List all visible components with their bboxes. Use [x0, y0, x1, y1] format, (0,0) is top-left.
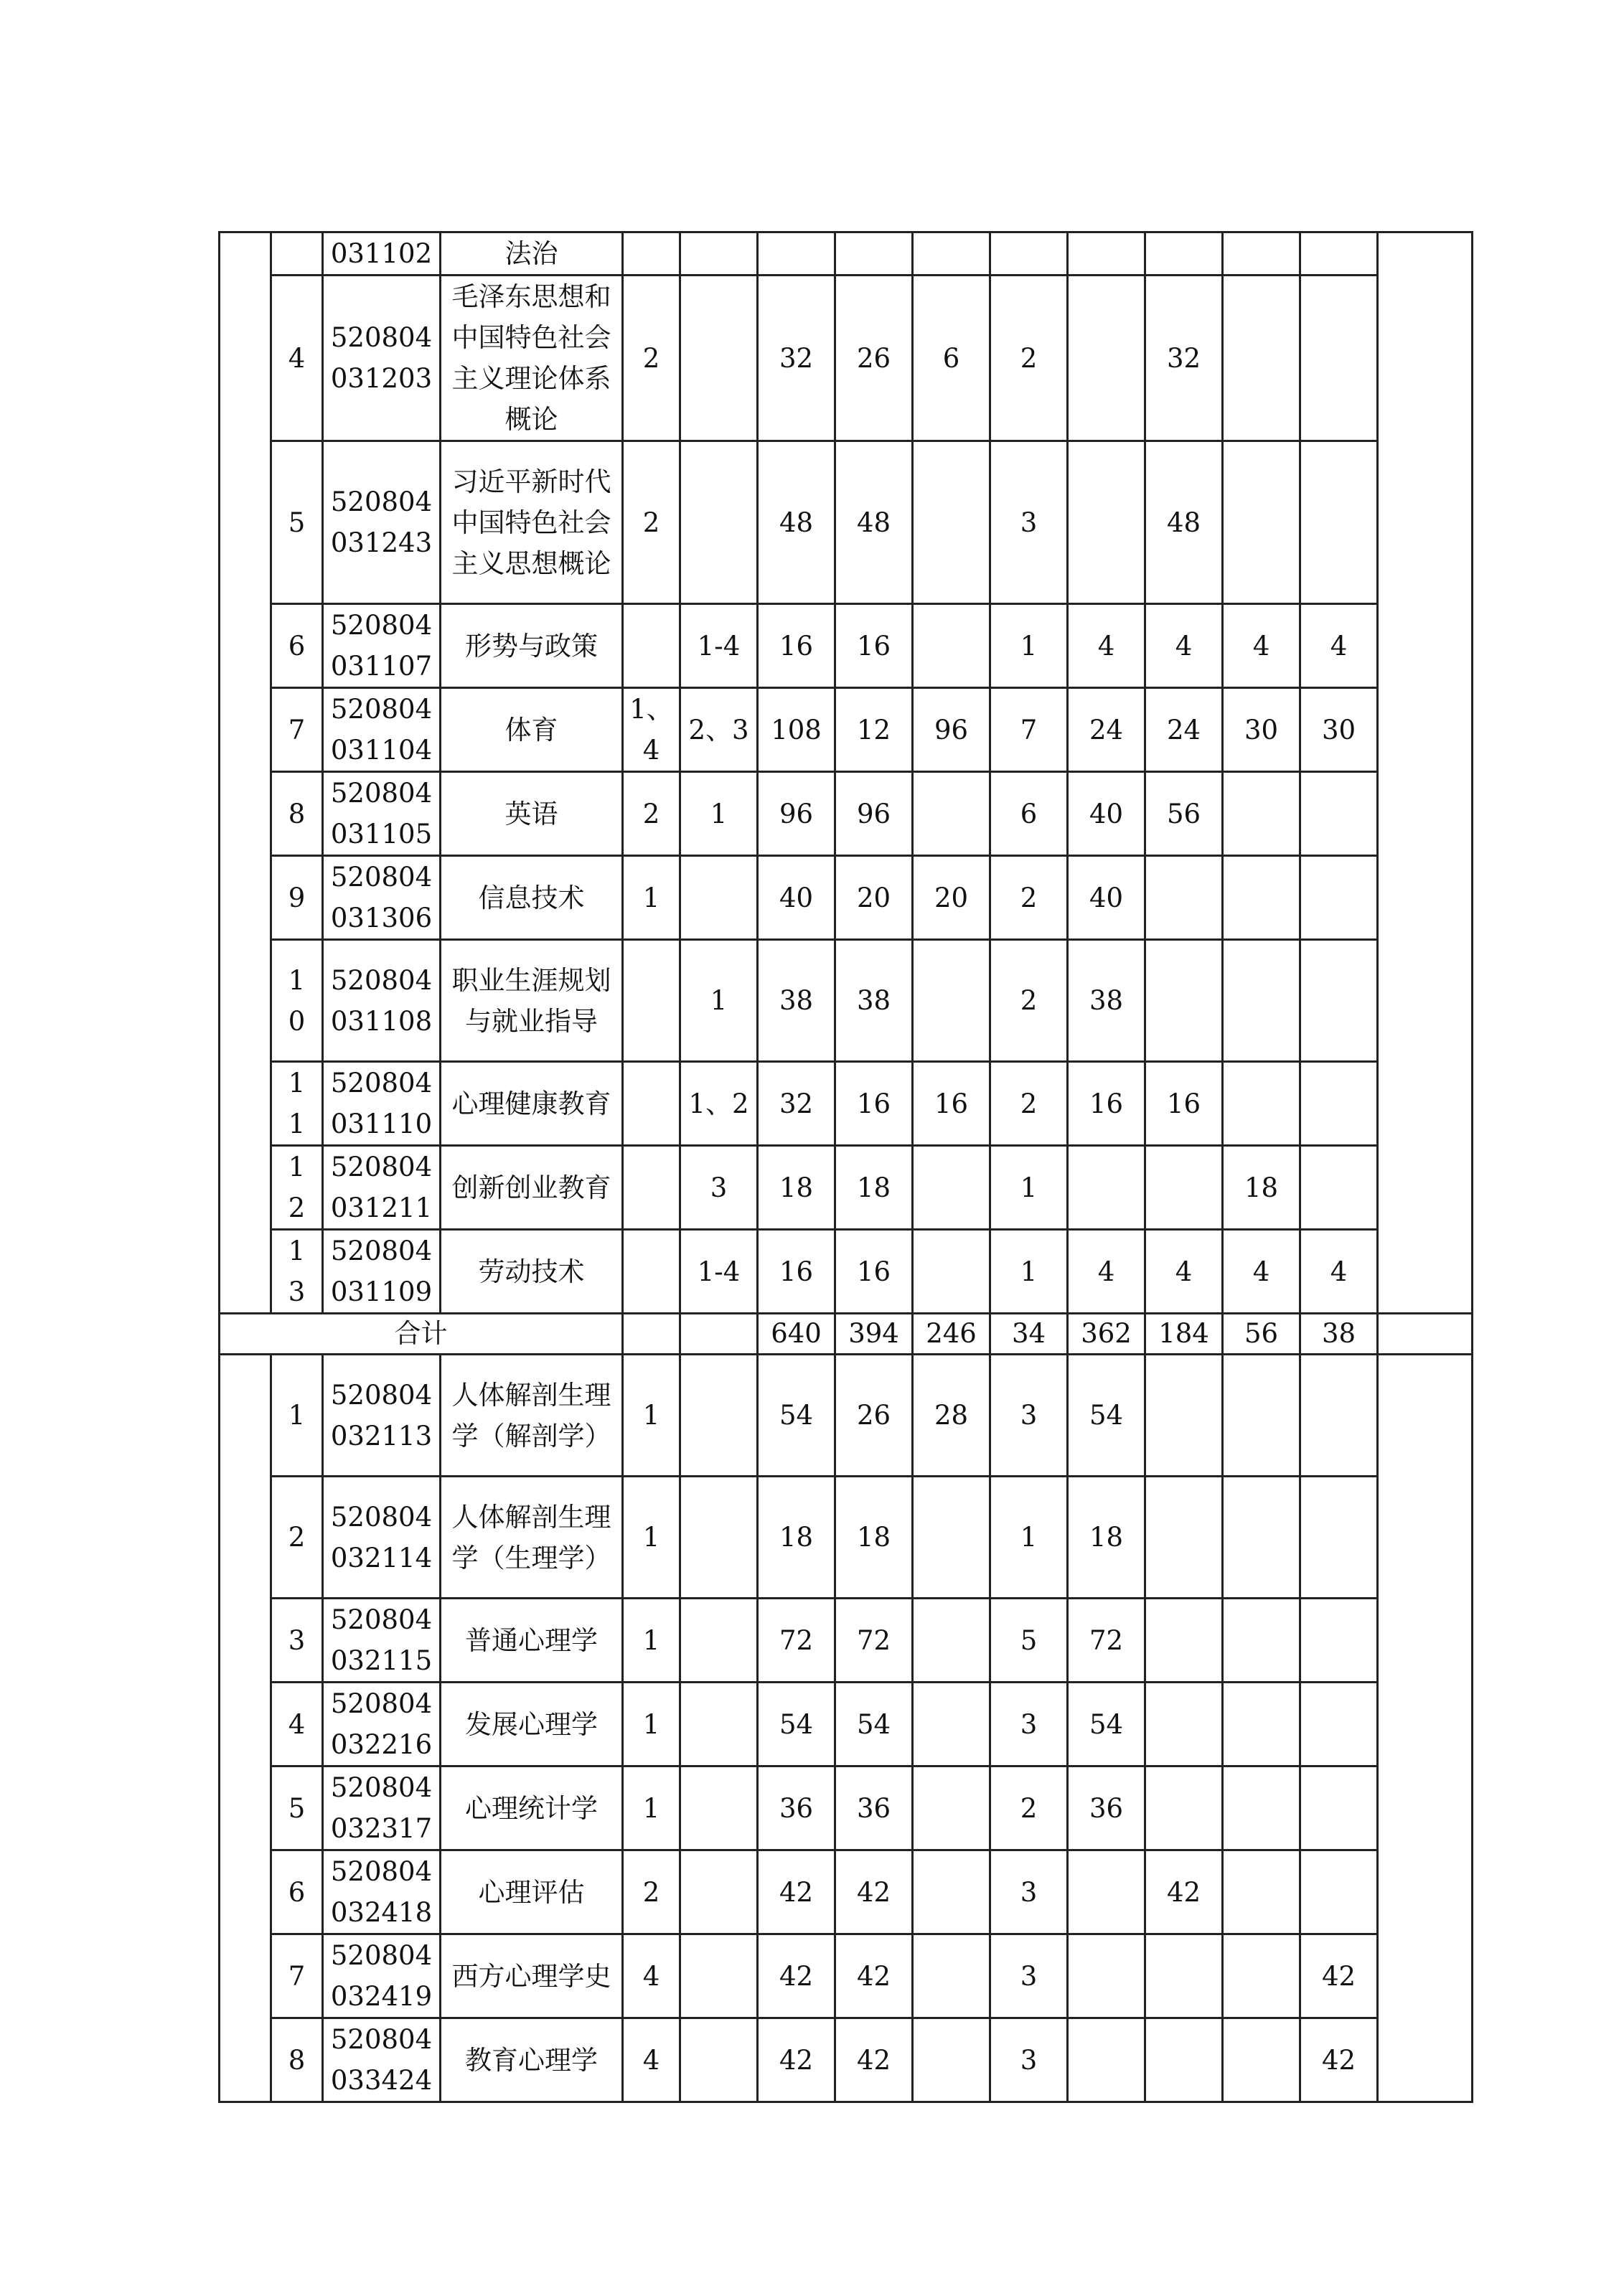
course-code-cell: 520804 031203 — [323, 276, 441, 441]
table-row — [220, 441, 1473, 604]
practice-hours-cell — [913, 604, 990, 688]
course-name-cell: 体育 — [441, 688, 623, 772]
practice-hours-cell — [913, 1146, 990, 1230]
semester-2-hours-cell: 42 — [1145, 1850, 1223, 1934]
course-name-cell: 习近平新时代中国特色社会主义思想概论 — [441, 441, 623, 604]
table-row — [220, 1230, 1473, 1314]
course-name-cell: 劳动技术 — [441, 1230, 623, 1314]
semester-3-hours-cell: 18 — [1223, 1146, 1300, 1230]
course-code-cell: 520804 031109 — [323, 1230, 441, 1314]
semester-2-hours-cell: 56 — [1145, 772, 1223, 856]
semester-4-hours-cell — [1300, 441, 1378, 604]
total-hours-cell: 32 — [758, 276, 835, 441]
credit-cell: 2 — [990, 1062, 1068, 1146]
check-semester-cell — [680, 1850, 758, 1934]
course-code-cell: 031102 — [323, 232, 441, 276]
theory-hours-cell: 16 — [835, 1230, 913, 1314]
semester-1-hours-cell — [1068, 441, 1145, 604]
semester-2-hours-cell — [1145, 1934, 1223, 2018]
course-code-cell: 520804 031108 — [323, 940, 441, 1062]
check-semester-cell — [680, 856, 758, 940]
exam-semester-cell: 4 — [623, 2018, 680, 2102]
table-row — [220, 2018, 1473, 2102]
course-code-cell: 520804 032418 — [323, 1850, 441, 1934]
semester-3-hours-cell — [1223, 1355, 1300, 1477]
professional-course-category-cell — [220, 1355, 271, 2102]
theory-hours-cell — [835, 232, 913, 276]
practice-hours-cell — [913, 1683, 990, 1766]
exam-semester-cell — [623, 604, 680, 688]
course-code-cell: 520804 032419 — [323, 1934, 441, 2018]
credit-cell: 5 — [990, 1599, 1068, 1683]
theory-hours-cell: 72 — [835, 1599, 913, 1683]
table-row — [220, 1599, 1473, 1683]
table-row — [220, 940, 1473, 1062]
semester-3-hours-cell — [1223, 1683, 1300, 1766]
semester-4-hours-cell: 4 — [1300, 1230, 1378, 1314]
credit-cell: 3 — [990, 1934, 1068, 2018]
total-practice-hours-cell: 246 — [913, 1314, 990, 1355]
theory-hours-cell: 12 — [835, 688, 913, 772]
check-semester-cell — [680, 1599, 758, 1683]
total-hours-cell: 54 — [758, 1355, 835, 1477]
course-name-cell: 信息技术 — [441, 856, 623, 940]
theory-hours-cell: 16 — [835, 1062, 913, 1146]
total-hours-cell: 54 — [758, 1683, 835, 1766]
course-code-cell: 520804 032113 — [323, 1355, 441, 1477]
row-number-cell: 13 — [271, 1230, 323, 1314]
semester-4-hours-cell: 42 — [1300, 2018, 1378, 2102]
practice-hours-cell: 28 — [913, 1355, 990, 1477]
exam-semester-cell: 1 — [623, 1683, 680, 1766]
semester-1-hours-cell — [1068, 1934, 1145, 2018]
table-row — [220, 1477, 1473, 1599]
exam-semester-cell — [623, 1230, 680, 1314]
practice-hours-cell — [913, 1766, 990, 1850]
credit-cell: 3 — [990, 1355, 1068, 1477]
row-number-cell: 7 — [271, 688, 323, 772]
row-number-cell: 5 — [271, 1766, 323, 1850]
semester-2-hours-cell: 32 — [1145, 276, 1223, 441]
total-hours-cell — [758, 232, 835, 276]
exam-semester-cell: 1 — [623, 1477, 680, 1599]
theory-hours-cell: 18 — [835, 1146, 913, 1230]
exam-semester-cell — [623, 232, 680, 276]
professional-course-remarks-cell — [1378, 1355, 1473, 2102]
semester-2-hours-cell — [1145, 2018, 1223, 2102]
semester-1-hours-cell — [1068, 232, 1145, 276]
theory-hours-cell: 26 — [835, 276, 913, 441]
course-name-cell: 人体解剖生理学（解剖学） — [441, 1355, 623, 1477]
check-semester-cell — [680, 1934, 758, 2018]
course-code-cell: 520804 031107 — [323, 604, 441, 688]
theory-hours-cell: 42 — [835, 2018, 913, 2102]
semester-2-hours-cell — [1145, 856, 1223, 940]
exam-semester-cell: 1 — [623, 1355, 680, 1477]
total-hours-cell: 48 — [758, 441, 835, 604]
semester-3-hours-cell — [1223, 1062, 1300, 1146]
row-number-cell: 12 — [271, 1146, 323, 1230]
semester-1-hours-cell: 18 — [1068, 1477, 1145, 1599]
exam-semester-cell — [623, 1146, 680, 1230]
semester-2-hours-cell — [1145, 1599, 1223, 1683]
credit-cell: 2 — [990, 276, 1068, 441]
credit-cell: 3 — [990, 1850, 1068, 1934]
semester-3-hours-cell — [1223, 441, 1300, 604]
credit-cell: 1 — [990, 604, 1068, 688]
practice-hours-cell — [913, 2018, 990, 2102]
credit-cell: 3 — [990, 2018, 1068, 2102]
course-name-cell: 毛泽东思想和中国特色社会主义理论体系概论 — [441, 276, 623, 441]
semester-2-hours-cell: 16 — [1145, 1062, 1223, 1146]
practice-hours-cell — [913, 1477, 990, 1599]
check-semester-cell: 2、3 — [680, 688, 758, 772]
semester-4-hours-cell — [1300, 1599, 1378, 1683]
semester-1-hours-cell: 4 — [1068, 604, 1145, 688]
total-label: 合计 — [220, 1314, 623, 1355]
exam-semester-cell: 2 — [623, 441, 680, 604]
course-name-cell: 西方心理学史 — [441, 1934, 623, 2018]
total-hours-cell: 18 — [758, 1146, 835, 1230]
table-row — [220, 1062, 1473, 1146]
semester-2-hours-cell: 4 — [1145, 604, 1223, 688]
semester-1-hours-cell: 40 — [1068, 772, 1145, 856]
total-hours-cell: 42 — [758, 1934, 835, 2018]
table-row — [220, 276, 1473, 441]
total-hours-cell: 108 — [758, 688, 835, 772]
total-remarks-cell — [1378, 1314, 1473, 1355]
check-semester-cell: 1-4 — [680, 1230, 758, 1314]
row-number-cell: 8 — [271, 2018, 323, 2102]
semester-4-hours-cell — [1300, 940, 1378, 1062]
check-semester-cell: 3 — [680, 1146, 758, 1230]
exam-semester-cell: 1 — [623, 1766, 680, 1850]
row-number-cell: 6 — [271, 1850, 323, 1934]
total-semester-3-hours-cell: 56 — [1223, 1314, 1300, 1355]
row-number-cell: 8 — [271, 772, 323, 856]
credit-cell: 2 — [990, 940, 1068, 1062]
practice-hours-cell — [913, 232, 990, 276]
total-hours-cell: 42 — [758, 1850, 835, 1934]
check-semester-cell: 1-4 — [680, 604, 758, 688]
semester-4-hours-cell: 30 — [1300, 688, 1378, 772]
table-row — [220, 1146, 1473, 1230]
total-hours-cell: 18 — [758, 1477, 835, 1599]
semester-4-hours-cell: 4 — [1300, 604, 1378, 688]
semester-2-hours-cell — [1145, 940, 1223, 1062]
theory-hours-cell: 26 — [835, 1355, 913, 1477]
table-row — [220, 1934, 1473, 2018]
semester-1-hours-cell: 38 — [1068, 940, 1145, 1062]
row-number-cell: 4 — [271, 1683, 323, 1766]
semester-1-hours-cell: 54 — [1068, 1355, 1145, 1477]
row-number-cell: 5 — [271, 441, 323, 604]
check-semester-cell — [680, 1766, 758, 1850]
semester-1-hours-cell — [1068, 1850, 1145, 1934]
course-name-cell: 心理健康教育 — [441, 1062, 623, 1146]
exam-semester-cell: 1 — [623, 1599, 680, 1683]
check-semester-cell — [680, 1477, 758, 1599]
practice-hours-cell: 16 — [913, 1062, 990, 1146]
credit-cell: 1 — [990, 1230, 1068, 1314]
credit-cell: 6 — [990, 772, 1068, 856]
row-number-cell: 9 — [271, 856, 323, 940]
public-course-category-cell — [220, 232, 271, 1314]
course-code-cell: 520804 031306 — [323, 856, 441, 940]
total-hours-cell: 36 — [758, 1766, 835, 1850]
total-hours-cell: 16 — [758, 1230, 835, 1314]
semester-2-hours-cell — [1145, 1477, 1223, 1599]
exam-semester-cell: 4 — [623, 1934, 680, 2018]
exam-semester-cell: 2 — [623, 1850, 680, 1934]
exam-semester-cell: 1、4 — [623, 688, 680, 772]
semester-4-hours-cell — [1300, 772, 1378, 856]
credit-cell: 3 — [990, 441, 1068, 604]
exam-semester-cell — [623, 940, 680, 1062]
exam-semester-cell: 2 — [623, 276, 680, 441]
check-semester-cell — [680, 232, 758, 276]
semester-2-hours-cell — [1145, 1146, 1223, 1230]
table-row — [220, 1355, 1473, 1477]
course-code-cell: 520804 032114 — [323, 1477, 441, 1599]
total-semester-2-hours-cell: 184 — [1145, 1314, 1223, 1355]
semester-3-hours-cell — [1223, 1599, 1300, 1683]
row-number-cell: 2 — [271, 1477, 323, 1599]
credit-cell: 1 — [990, 1477, 1068, 1599]
check-semester-cell: 1 — [680, 940, 758, 1062]
course-code-cell: 520804 031110 — [323, 1062, 441, 1146]
row-number-cell: 10 — [271, 940, 323, 1062]
course-name-cell: 普通心理学 — [441, 1599, 623, 1683]
theory-hours-cell: 42 — [835, 1850, 913, 1934]
total-hours-cell: 96 — [758, 772, 835, 856]
table-row — [220, 772, 1473, 856]
semester-1-hours-cell — [1068, 276, 1145, 441]
row-number-cell: 3 — [271, 1599, 323, 1683]
semester-1-hours-cell: 16 — [1068, 1062, 1145, 1146]
exam-semester-cell — [623, 1062, 680, 1146]
theory-hours-cell: 38 — [835, 940, 913, 1062]
practice-hours-cell: 20 — [913, 856, 990, 940]
check-semester-cell: 1 — [680, 772, 758, 856]
semester-1-hours-cell: 54 — [1068, 1683, 1145, 1766]
semester-1-hours-cell: 24 — [1068, 688, 1145, 772]
check-semester-cell — [680, 1683, 758, 1766]
theory-hours-cell: 36 — [835, 1766, 913, 1850]
total-semester-4-hours-cell: 38 — [1300, 1314, 1378, 1355]
semester-1-hours-cell: 4 — [1068, 1230, 1145, 1314]
total-hours-cell: 40 — [758, 856, 835, 940]
total-credit-cell: 34 — [990, 1314, 1068, 1355]
semester-3-hours-cell — [1223, 856, 1300, 940]
semester-4-hours-cell — [1300, 232, 1378, 276]
semester-4-hours-cell: 42 — [1300, 1934, 1378, 2018]
table-row — [220, 688, 1473, 772]
table-row — [220, 1766, 1473, 1850]
theory-hours-cell: 54 — [835, 1683, 913, 1766]
semester-2-hours-cell — [1145, 1355, 1223, 1477]
semester-3-hours-cell — [1223, 772, 1300, 856]
semester-3-hours-cell — [1223, 1766, 1300, 1850]
semester-3-hours-cell — [1223, 2018, 1300, 2102]
practice-hours-cell — [913, 940, 990, 1062]
semester-2-hours-cell: 24 — [1145, 688, 1223, 772]
theory-hours-cell: 96 — [835, 772, 913, 856]
course-name-cell: 职业生涯规划与就业指导 — [441, 940, 623, 1062]
table-row — [220, 604, 1473, 688]
course-name-cell: 教育心理学 — [441, 2018, 623, 2102]
check-semester-cell — [680, 1355, 758, 1477]
course-code-cell: 520804 031211 — [323, 1146, 441, 1230]
total-theory-hours-cell: 394 — [835, 1314, 913, 1355]
table-row — [220, 856, 1473, 940]
total-semester-1-hours-cell: 362 — [1068, 1314, 1145, 1355]
total-hours-cell: 42 — [758, 2018, 835, 2102]
table-row — [220, 232, 1473, 276]
theory-hours-cell: 18 — [835, 1477, 913, 1599]
semester-3-hours-cell — [1223, 1934, 1300, 2018]
practice-hours-cell — [913, 1230, 990, 1314]
credit-cell — [990, 232, 1068, 276]
total-hours-cell: 32 — [758, 1062, 835, 1146]
row-number-cell: 1 — [271, 1355, 323, 1477]
row-number-cell: 4 — [271, 276, 323, 441]
credit-cell: 2 — [990, 856, 1068, 940]
semester-1-hours-cell: 40 — [1068, 856, 1145, 940]
semester-3-hours-cell: 4 — [1223, 1230, 1300, 1314]
semester-3-hours-cell — [1223, 1477, 1300, 1599]
semester-4-hours-cell — [1300, 1146, 1378, 1230]
total-check-semester-cell — [680, 1314, 758, 1355]
course-name-cell: 英语 — [441, 772, 623, 856]
semester-1-hours-cell — [1068, 1146, 1145, 1230]
course-name-cell: 法治 — [441, 232, 623, 276]
theory-hours-cell: 16 — [835, 604, 913, 688]
semester-4-hours-cell — [1300, 1683, 1378, 1766]
practice-hours-cell — [913, 1599, 990, 1683]
theory-hours-cell: 20 — [835, 856, 913, 940]
practice-hours-cell: 96 — [913, 688, 990, 772]
course-code-cell: 520804 031243 — [323, 441, 441, 604]
exam-semester-cell: 2 — [623, 772, 680, 856]
practice-hours-cell — [913, 441, 990, 604]
theory-hours-cell: 42 — [835, 1934, 913, 2018]
credit-cell: 7 — [990, 688, 1068, 772]
semester-1-hours-cell: 72 — [1068, 1599, 1145, 1683]
table-row — [220, 1683, 1473, 1766]
total-hours-cell: 72 — [758, 1599, 835, 1683]
practice-hours-cell — [913, 1850, 990, 1934]
semester-3-hours-cell — [1223, 940, 1300, 1062]
total-hours-cell: 16 — [758, 604, 835, 688]
semester-4-hours-cell — [1300, 1062, 1378, 1146]
course-code-cell: 520804 032317 — [323, 1766, 441, 1850]
semester-3-hours-cell — [1223, 276, 1300, 441]
total-exam-semester-cell — [623, 1314, 680, 1355]
row-number-cell: 7 — [271, 1934, 323, 2018]
table-row — [220, 1850, 1473, 1934]
total-hours-cell: 38 — [758, 940, 835, 1062]
semester-4-hours-cell — [1300, 1477, 1378, 1599]
practice-hours-cell — [913, 1934, 990, 2018]
course-name-cell: 心理评估 — [441, 1850, 623, 1934]
semester-2-hours-cell — [1145, 1683, 1223, 1766]
theory-hours-cell: 48 — [835, 441, 913, 604]
semester-4-hours-cell — [1300, 276, 1378, 441]
course-code-cell: 520804 031104 — [323, 688, 441, 772]
semester-2-hours-cell: 48 — [1145, 441, 1223, 604]
exam-semester-cell: 1 — [623, 856, 680, 940]
credit-cell: 1 — [990, 1146, 1068, 1230]
semester-3-hours-cell: 30 — [1223, 688, 1300, 772]
course-code-cell: 520804 032115 — [323, 1599, 441, 1683]
credit-cell: 3 — [990, 1683, 1068, 1766]
semester-4-hours-cell — [1300, 1355, 1378, 1477]
check-semester-cell: 1、2 — [680, 1062, 758, 1146]
practice-hours-cell: 6 — [913, 276, 990, 441]
course-name-cell: 形势与政策 — [441, 604, 623, 688]
check-semester-cell — [680, 2018, 758, 2102]
practice-hours-cell — [913, 772, 990, 856]
semester-3-hours-cell — [1223, 1850, 1300, 1934]
course-code-cell: 520804 033424 — [323, 2018, 441, 2102]
semester-2-hours-cell — [1145, 1766, 1223, 1850]
semester-3-hours-cell: 4 — [1223, 604, 1300, 688]
semester-2-hours-cell — [1145, 232, 1223, 276]
total-total-hours-cell: 640 — [758, 1314, 835, 1355]
credit-cell: 2 — [990, 1766, 1068, 1850]
course-code-cell: 520804 031105 — [323, 772, 441, 856]
course-plan-table — [218, 231, 1473, 2103]
semester-4-hours-cell — [1300, 856, 1378, 940]
semester-3-hours-cell — [1223, 232, 1300, 276]
total-row — [220, 1314, 1473, 1355]
semester-2-hours-cell: 4 — [1145, 1230, 1223, 1314]
row-number-cell: 6 — [271, 604, 323, 688]
course-name-cell: 发展心理学 — [441, 1683, 623, 1766]
semester-1-hours-cell — [1068, 2018, 1145, 2102]
public-course-remarks-cell — [1378, 232, 1473, 1314]
course-name-cell: 创新创业教育 — [441, 1146, 623, 1230]
semester-1-hours-cell: 36 — [1068, 1766, 1145, 1850]
course-name-cell: 心理统计学 — [441, 1766, 623, 1850]
row-number-cell — [271, 232, 323, 276]
check-semester-cell — [680, 276, 758, 441]
semester-4-hours-cell — [1300, 1766, 1378, 1850]
course-code-cell: 520804 032216 — [323, 1683, 441, 1766]
row-number-cell: 11 — [271, 1062, 323, 1146]
check-semester-cell — [680, 441, 758, 604]
course-name-cell: 人体解剖生理学（生理学） — [441, 1477, 623, 1599]
semester-4-hours-cell — [1300, 1850, 1378, 1934]
